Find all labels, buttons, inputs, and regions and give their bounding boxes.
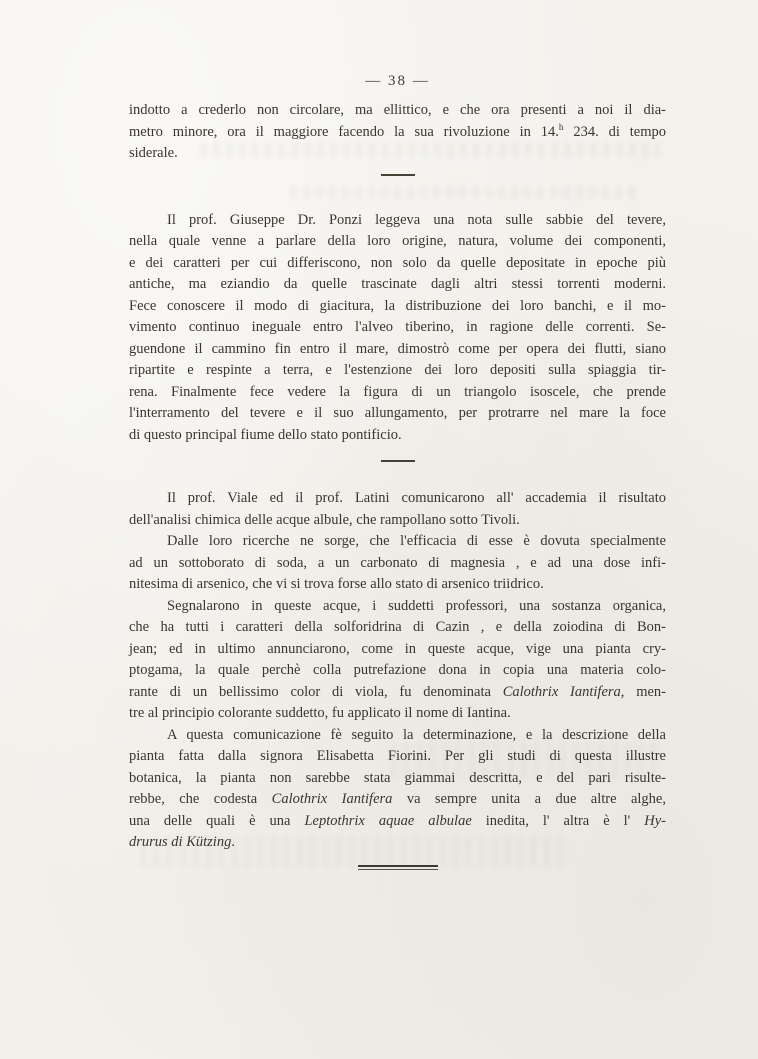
text-line: vimento continuo ineguale entro l'alveo tiberino, in ragione delle correnti. Se- [129, 319, 666, 335]
text-line: ripartite e respinte a terra, e l'estenzione dei loro depositi sulla spiaggia tir- [129, 362, 666, 378]
text-line: drurus di Kützing. [129, 834, 235, 850]
text-line: Segnalarono in queste acque, i suddetti professori, una sostanza organica, [167, 597, 666, 614]
text-line: tre al principio colorante suddetto, fu applicato il nome di Iantina. [129, 705, 511, 721]
text-line: rante di un bellissimo color di viola, fu denominata Calothrix Iantifera, men- [129, 683, 666, 700]
paragraph-ponzi-tiber-sands [129, 210, 666, 447]
text-line: Il prof. Viale ed il prof. Latini comunicarono all' accademia il risultato [167, 490, 666, 506]
text-line: siderale. [129, 145, 178, 161]
text-line: Dalle loro ricerche ne sorge, che l'efficacia di esse è dovuta specialmente [167, 533, 666, 549]
text-line: guendone il cammino fin entro il mare, dimostrò come per opera dei flutti, siano [129, 340, 666, 357]
text-line: botanica, la pianta non sarebbe stata giammai descritta, e del pari risulte- [129, 769, 666, 786]
text-line: rena. Finalmente fece vedere la figura di un triangolo isoscele, che prende [129, 383, 666, 400]
text-line: ad un sottoborato di soda, a un carbonato di magnesia , e ad una dose infi- [129, 554, 666, 571]
text-line: che ha tutti i caratteri della solforidrina di Cazin , e della zoiodina di Bon- [129, 619, 666, 635]
end-of-section-double-rule [358, 865, 438, 870]
text-line: jean; ed in ultimo annunciarono, come in queste acque, vige una pianta cry- [129, 640, 666, 657]
paragraph-water-composition [129, 531, 666, 596]
page-number: — 38 — [365, 73, 430, 89]
text-line: metro minore, ora il maggiore facendo la sua rivoluzione in 14.$^h$ 234. di tempo [129, 121, 667, 140]
text-line: nitesima di arsenico, che vi si trova forse allo stato di arsenico triidrico. [129, 576, 544, 592]
text-line: l'interramento del tevere e il suo allungamento, per protrarre nel mare la foce [129, 405, 666, 421]
paragraph-viale-latini-analysis [129, 488, 666, 531]
text-line: rebbe, che codesta Calothrix Iantifera va sempre unita a due altre alghe, [129, 791, 666, 807]
paragraph-fiorini-description [129, 725, 666, 854]
text-line: A questa comunicazione fè seguito la determinazione, e la descrizione della [167, 726, 666, 743]
text-line: indotto a crederlo non circolare, ma ellittico, e che ora presenti a noi il dia- [129, 102, 666, 118]
text-line: pianta fatta dalla signora Elisabetta Fiorini. Per gli studi di questa illustre [129, 748, 666, 764]
section-divider-rule [381, 174, 415, 176]
text-line: e dei caratteri per cui differiscono, non solo da quelle depositate in epoche più [129, 254, 666, 271]
text-block [129, 100, 666, 870]
paragraph-organic-substance [129, 596, 666, 725]
paragraph-sidereal-revolution [129, 100, 666, 165]
text-line: nella quale venne a parlare della loro origine, natura, volume dei componenti, [129, 233, 666, 249]
text-line: Fece conoscere il modo di giacitura, la distribuzione dei loro banchi, e il mo- [129, 297, 666, 314]
text-line: di questo principal fiume dello stato pontificio. [129, 426, 402, 443]
text-line: Il prof. Giuseppe Dr. Ponzi leggeva una nota sulle sabbie del tevere, [167, 211, 666, 228]
text-line: ptogama, la quale perchè colla putrefazione dona in copia una materia colo- [129, 662, 666, 678]
text-line: antiche, ma eziandio da quelle trascinate dagli altri stessi torrenti moderni. [129, 276, 666, 292]
text-line: una delle quali è una Leptothrix aquae albulae inedita, l' altra è l' Hy- [129, 812, 667, 829]
text-line: dell'analisi chimica delle acque albule, che rampollano sotto Tivoli. [129, 511, 520, 528]
section-divider-rule [381, 460, 415, 462]
